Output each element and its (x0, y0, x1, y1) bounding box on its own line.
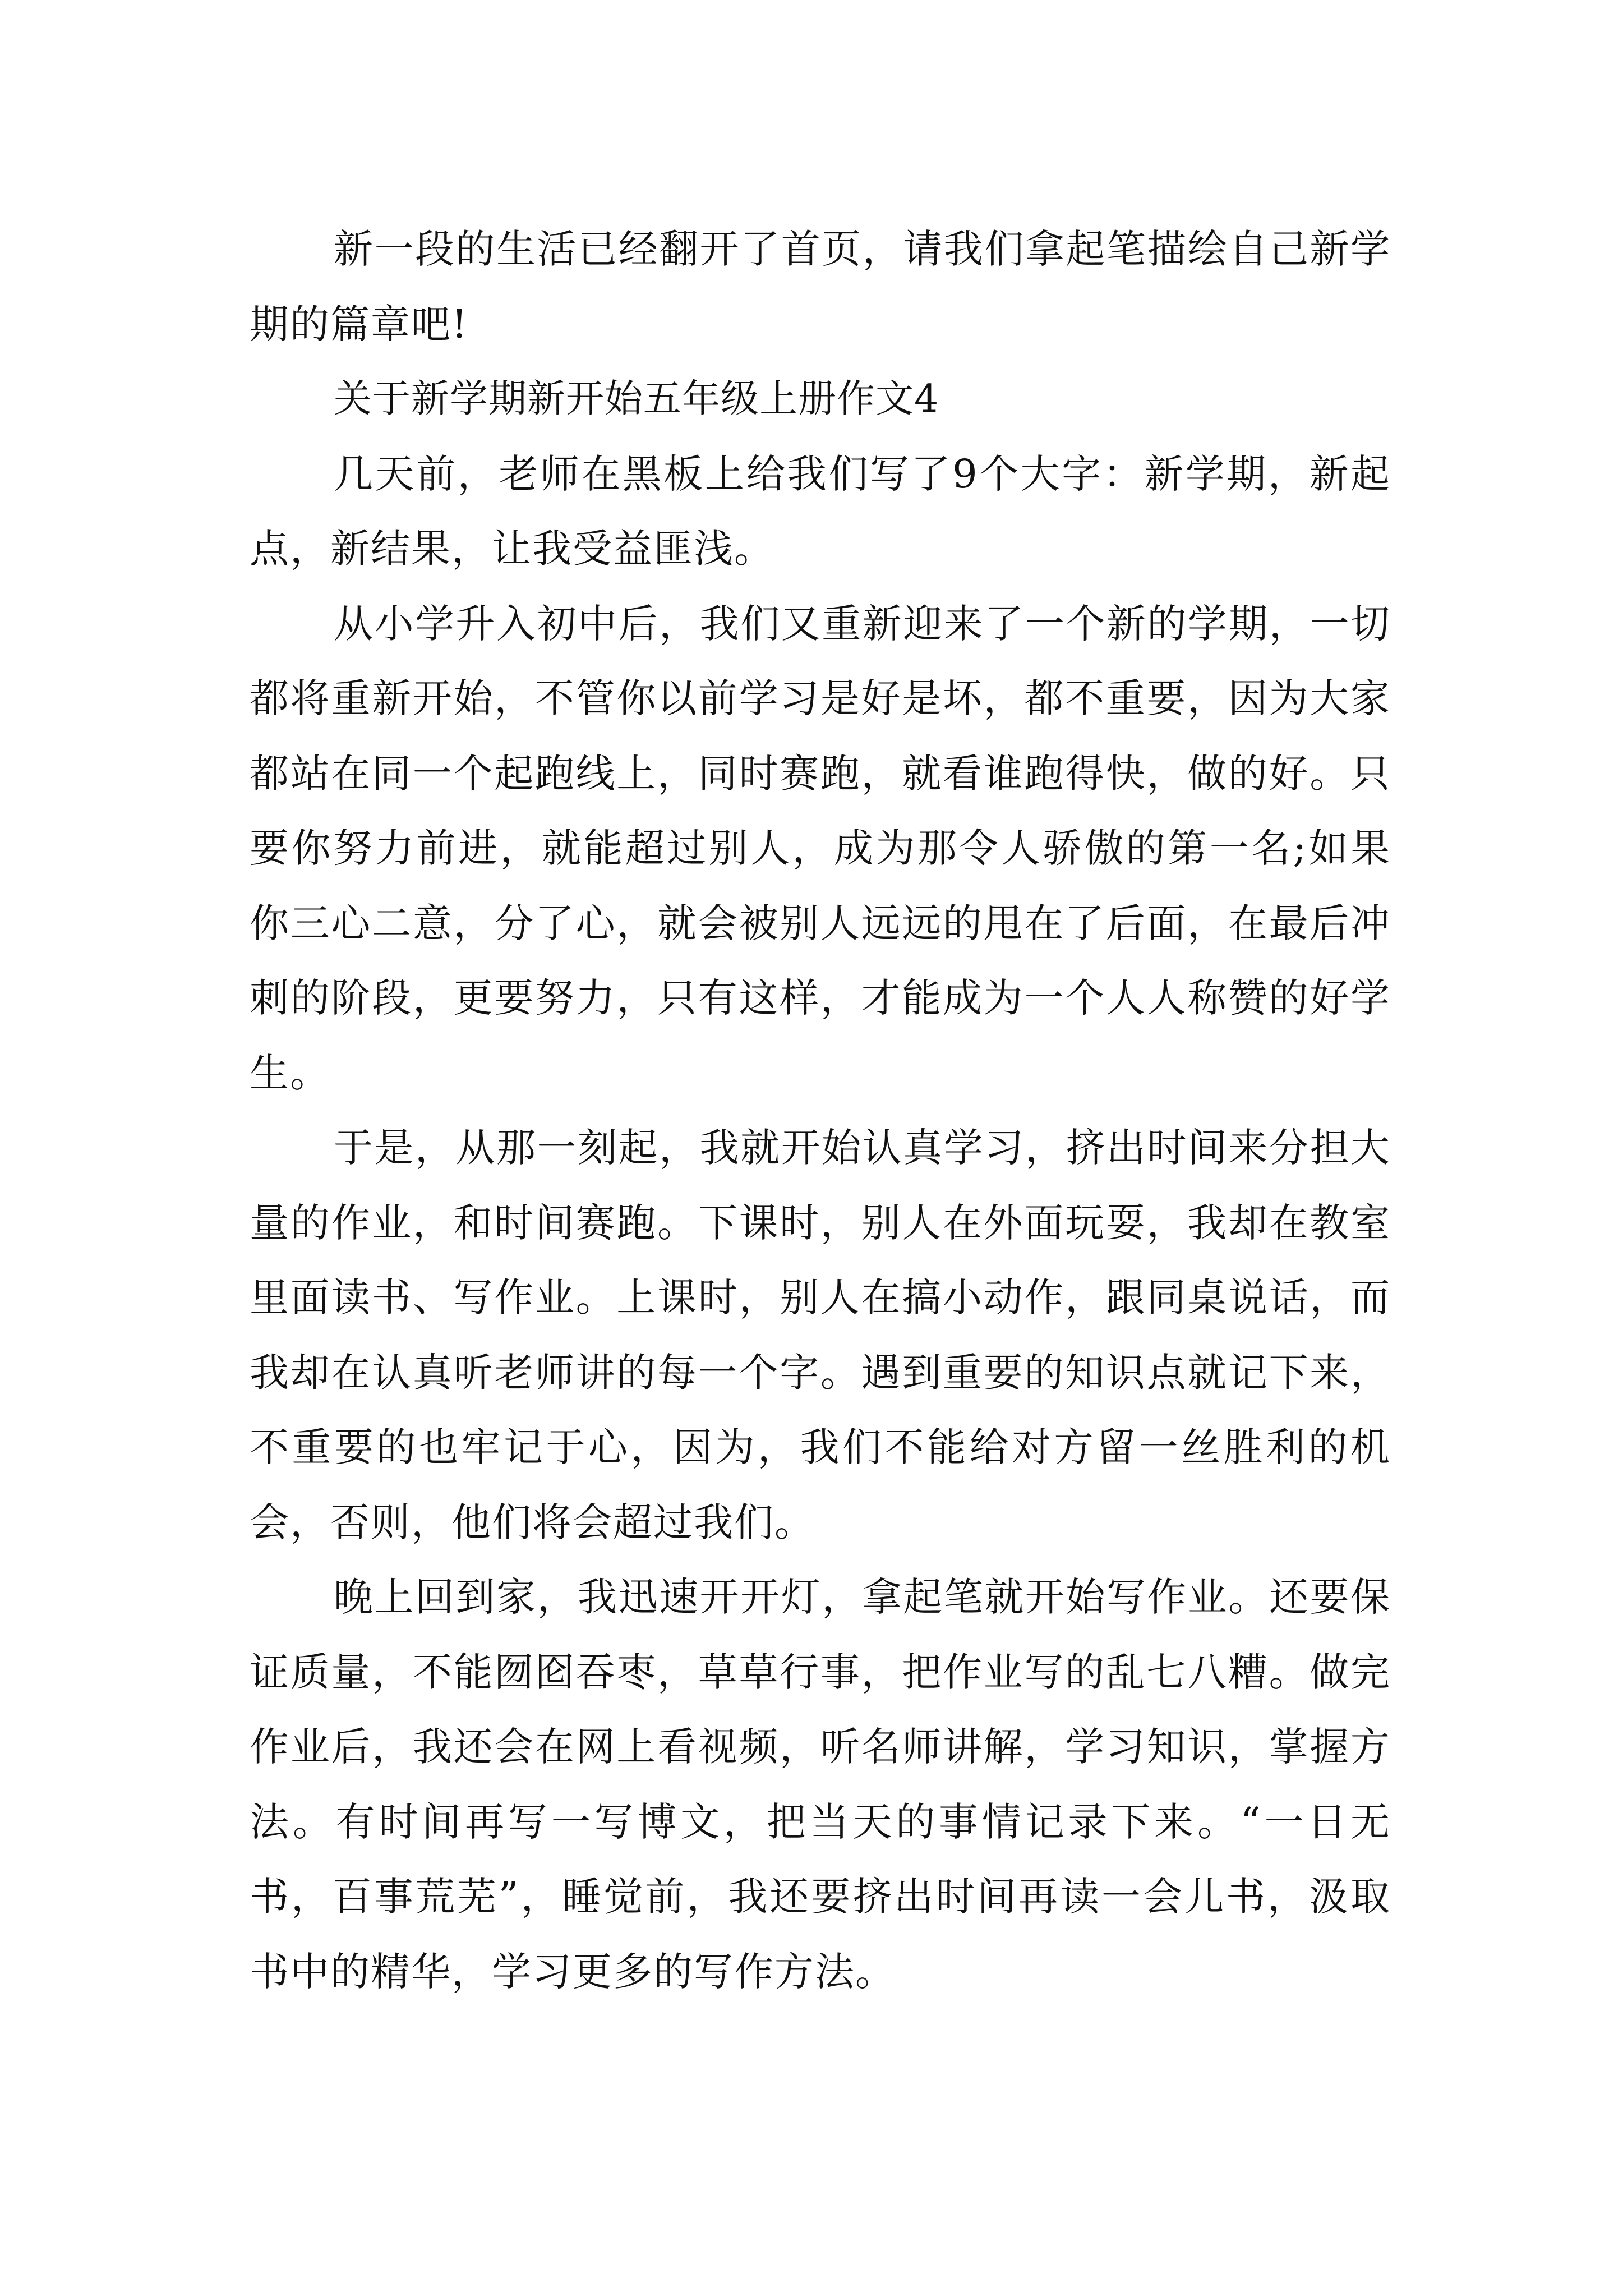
essay-body (250, 212, 1391, 2009)
paragraph-blackboard: 几天前，老师在黑板上给我们写了9个大字：新学期，新起点，新结果，让我受益匪浅。 (250, 450, 1391, 572)
paragraph-intro-closing: 新一段的生活已经翻开了首页，请我们拿起笔描绘自己新学期的篇章吧! (250, 226, 1391, 347)
essay-title: 关于新学期新开始五年级上册作文4 (334, 377, 939, 421)
paragraph-new-semester: 从小学升入初中后，我们又重新迎来了一个新的学期，一切都将重新开始，不管你以前学习是好是坏，都不重要，因为大家都站在同一个起跑线上，同时赛跑，就看谁跑得快，做的好。只要你努力前进，就能超过别人，成为那令人骄傲的第一名;如果你三心二意，分了心，就会被别人远远的甩在了后面，在最后冲刺的阶段，更要努力，只有这样，才能成为一个人人称赞的好学生。 (250, 600, 1391, 1096)
paragraph-evening-routine: 晚上回到家，我迅速开开灯，拿起笔就开始写作业。还要保证质量，不能囫囵吞枣，草草行事，把作业写的乱七八糟。做完作业后，我还会在网上看视频，听名师讲解，学习知识，掌握方法。有时间再写一写博文，把当天的事情记录下来。“一日无书，百事荒芜”，睡觉前，我还要挤出时间再读一会儿书，汲取书中的精华，学习更多的写作方法。 (250, 1574, 1391, 1995)
paragraph-study-effort: 于是，从那一刻起，我就开始认真学习，挤出时间来分担大量的作业，和时间赛跑。下课时，别人在外面玩耍，我却在教室里面读书、写作业。上课时，别人在搞小动作，跟同桌说话，而我却在认真听老师讲的每一个字。遇到重要的知识点就记下来，不重要的也牢记于心，因为，我们不能给对方留一丝胜利的机会，否则，他们将会超过我们。 (250, 1125, 1391, 1545)
